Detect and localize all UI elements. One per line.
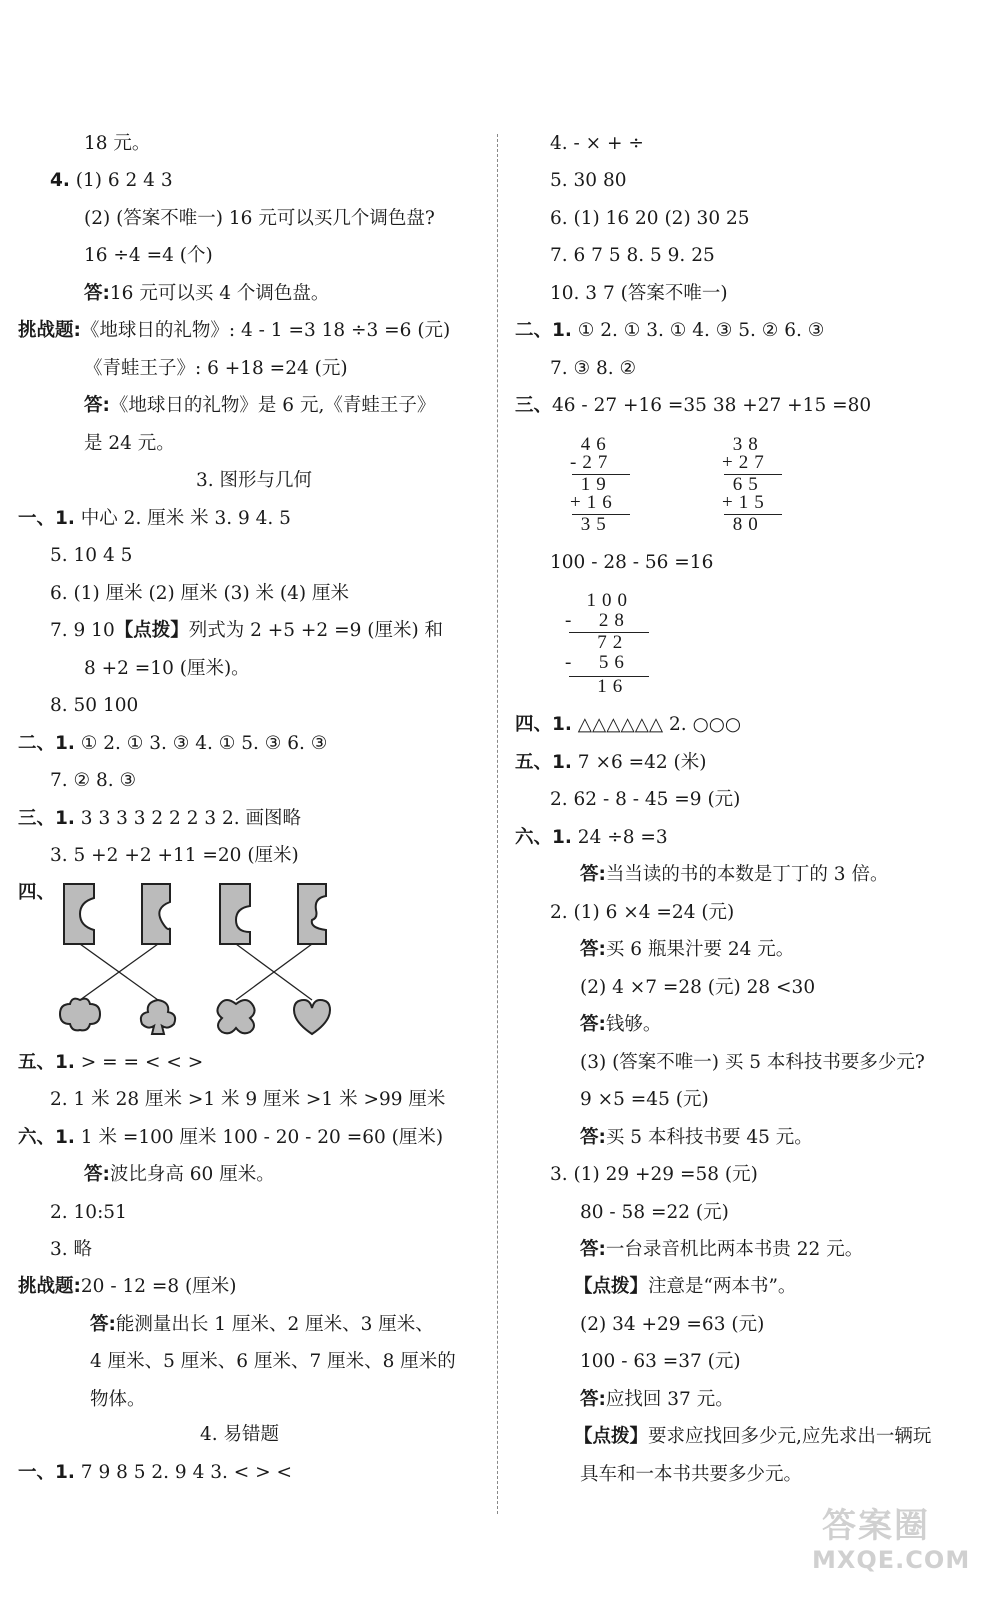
text: 应找回 37 元。	[605, 1389, 734, 1410]
text-line: 3. (1) 29 +29 =58 (元)	[550, 1164, 758, 1185]
text: 能测量出长 1 厘米、2 厘米、3 厘米、	[115, 1314, 434, 1335]
item-number: 二、1.	[515, 320, 572, 341]
answer-label: 答:	[90, 1314, 116, 1335]
column-divider	[497, 134, 498, 1514]
heart-shape	[294, 1000, 330, 1034]
text-line	[515, 712, 741, 738]
hint-label: 【点拨】	[574, 1276, 649, 1297]
text: 3 3 3 3 2 2 2 3 2. 画图略	[80, 808, 302, 829]
spade-shape	[141, 1000, 175, 1034]
answer-label: 答:	[84, 395, 110, 416]
text: 当当读的书的本数是丁丁的 3 倍。	[605, 864, 889, 885]
text-line	[580, 1012, 661, 1038]
calc-row: 65	[722, 474, 764, 495]
calc-row: - 56	[565, 652, 630, 673]
item-number: 三、1.	[18, 808, 75, 829]
shape-card-2	[142, 884, 170, 944]
text-line	[515, 825, 668, 851]
calc-row: +15	[722, 492, 770, 513]
calc-row: - 28	[565, 610, 630, 631]
item-number: 4.	[50, 170, 70, 191]
text-line	[515, 750, 706, 776]
text-line: 80 - 58 =22 (元)	[580, 1202, 729, 1223]
text-line	[574, 1274, 796, 1300]
shape-card-1	[64, 884, 94, 944]
item-number: 六、1.	[515, 827, 572, 848]
calc-row: 35	[570, 514, 612, 535]
text-line	[18, 318, 450, 344]
text: 20 - 12 =8 (厘米)	[80, 1276, 237, 1297]
text-line	[18, 1460, 292, 1486]
text-line	[18, 1125, 443, 1151]
text-line: 10. 3 7 (答案不唯一)	[550, 283, 728, 304]
text-line: 9 ×5 =45 (元)	[580, 1089, 709, 1110]
answer-label: 答:	[580, 1389, 606, 1410]
vertical-calc-2	[722, 434, 802, 538]
text-line: 16 ÷4 =4 (个)	[84, 245, 213, 266]
text-line: 3. 5 +2 +2 +11 =20 (厘米)	[50, 845, 299, 866]
text-line: (2) 4 ×7 =28 (元) 28 <30	[580, 977, 816, 998]
calc-row: 16	[565, 676, 629, 697]
text-line: 7. ③ 8. ②	[550, 358, 637, 379]
answer-label: 答:	[580, 1014, 606, 1035]
text-line	[50, 618, 443, 644]
text: 《地球日的礼物》: 4 - 1 =3 18 ÷3 =6 (元)	[80, 320, 451, 341]
text-line: 具车和一本书共要多少元。	[580, 1464, 803, 1485]
answer-label: 答:	[580, 1239, 606, 1260]
text: 1 米 =100 厘米 100 - 20 - 20 =60 (厘米)	[80, 1127, 444, 1148]
text-line: 5. 10 4 5	[50, 545, 133, 566]
text-line: 4 厘米、5 厘米、6 厘米、7 厘米、8 厘米的	[90, 1351, 456, 1372]
text-line	[18, 1274, 236, 1300]
text-line	[84, 393, 435, 419]
calc-row: 19	[570, 474, 612, 495]
text: 7. 9 10	[50, 620, 115, 641]
text-line: 8 +2 =10 (厘米)。	[84, 658, 250, 679]
text-line: 100 - 28 - 56 =16	[550, 552, 714, 573]
text: 16 元可以买 4 个调色盘。	[109, 283, 330, 304]
text-line: 《青蛙王子》: 6 +18 =24 (元)	[84, 358, 348, 379]
text: (1) 6 2 4 3	[75, 170, 173, 191]
clover-shape	[60, 999, 100, 1031]
text-line	[18, 731, 327, 757]
vertical-calc-1	[570, 434, 650, 538]
text-line	[574, 1424, 931, 1450]
text: 注意是“两本书”。	[648, 1276, 797, 1297]
answer-label: 答:	[84, 1164, 110, 1185]
trefoil-shape	[217, 1000, 254, 1033]
text: ① 2. ① 3. ① 4. ③ 5. ② 6. ③	[577, 320, 825, 341]
text-line	[50, 168, 173, 194]
text: 买 5 本科技书要 45 元。	[605, 1127, 813, 1148]
text-line: 2. 1 米 28 厘米 >1 米 9 厘米 >1 米 >99 厘米	[50, 1089, 446, 1110]
item-number: 六、1.	[18, 1127, 75, 1148]
answer-label: 答:	[580, 864, 606, 885]
challenge-label: 挑战题:	[18, 320, 81, 341]
section-title: 4. 易错题	[200, 1424, 280, 1445]
text-line: 5. 30 80	[550, 170, 627, 191]
text-line	[580, 1387, 734, 1413]
text: 7 ×6 =42 (米)	[577, 752, 707, 773]
item-number: 四、1.	[515, 714, 572, 735]
text: 买 6 瓶果汁要 24 元。	[605, 939, 795, 960]
matching-figure	[50, 872, 350, 1052]
text-line: 6. (1) 厘米 (2) 厘米 (3) 米 (4) 厘米	[50, 583, 350, 604]
item-number: 五、1.	[18, 1052, 75, 1073]
text-line	[84, 1162, 275, 1188]
text-line: 是 24 元。	[84, 433, 175, 454]
text-line: 物体。	[90, 1389, 146, 1410]
calc-row: 100	[565, 590, 633, 611]
text: 要求应找回多少元,应先求出一辆玩	[648, 1426, 932, 1447]
calc-row: 46	[570, 434, 612, 455]
text-line: 7. 6 7 5 8. 5 9. 25	[550, 245, 715, 266]
section-title: 3. 图形与几何	[196, 470, 313, 491]
calc-row: 72	[565, 632, 629, 653]
text: 24 ÷8 =3	[577, 827, 668, 848]
answer-label: 答:	[84, 283, 110, 304]
calc-row: +16	[570, 492, 618, 513]
calc-row: +27	[722, 452, 770, 473]
text-line: 8. 50 100	[50, 695, 139, 716]
text: 《地球日的礼物》是 6 元,《青蛙王子》	[109, 395, 436, 416]
answer-label: 答:	[580, 939, 606, 960]
text: 46 - 27 +16 =35 38 +27 +15 =80	[552, 395, 872, 416]
text-line: (2) (答案不唯一) 16 元可以买几个调色盘?	[84, 208, 435, 229]
text-line	[84, 281, 329, 307]
text-line: 100 - 63 =37 (元)	[580, 1351, 741, 1372]
text-line: (3) (答案不唯一) 买 5 本科技书要多少元?	[580, 1052, 925, 1073]
text-line	[580, 1237, 863, 1263]
text-line	[580, 862, 888, 888]
text-line	[515, 318, 824, 344]
item-number: 一、1.	[18, 508, 75, 529]
item-number: 二、1.	[18, 733, 75, 754]
text: 中心 2. 厘米 米 3. 9 4. 5	[80, 508, 291, 529]
text: > = = < < >	[80, 1052, 204, 1073]
answer-label: 答:	[580, 1127, 606, 1148]
text-line	[18, 806, 301, 832]
watermark-url: MXQE.COM	[812, 1546, 971, 1574]
text: 钱够。	[605, 1014, 662, 1035]
text: 7 9 8 5 2. 9 4 3. < > <	[80, 1462, 293, 1483]
text-line: 4. - × + ÷	[550, 133, 644, 154]
shape-card-3	[220, 884, 250, 944]
text-line	[580, 1125, 813, 1151]
text-line: (2) 34 +29 =63 (元)	[580, 1314, 765, 1335]
text-line	[90, 1312, 434, 1338]
text-line	[18, 506, 291, 532]
text-line	[515, 393, 871, 419]
item-number: 一、1.	[18, 1462, 75, 1483]
text-line: 6. (1) 16 20 (2) 30 25	[550, 208, 750, 229]
text-line: 2. (1) 6 ×4 =24 (元)	[550, 902, 735, 923]
item-number: 三、	[515, 395, 553, 416]
watermark-logo: 答案圈	[822, 1506, 930, 1546]
item-number: 四、	[18, 882, 56, 903]
text-line: 7. ② 8. ③	[50, 770, 137, 791]
text-line: 3. 略	[50, 1239, 93, 1260]
hint-label: 【点拨】	[114, 620, 189, 641]
text: 一台录音机比两本书贵 22 元。	[605, 1239, 864, 1260]
text-line: 2. 62 - 8 - 45 =9 (元)	[550, 789, 741, 810]
text-line: 2. 10:51	[50, 1202, 127, 1223]
calc-row: 38	[722, 434, 764, 455]
calc-row: -27	[570, 452, 614, 473]
text: △△△△△△ 2. ○○○	[577, 714, 741, 735]
hint-label: 【点拨】	[574, 1426, 649, 1447]
text-line	[18, 1050, 203, 1076]
text: ① 2. ① 3. ③ 4. ① 5. ③ 6. ③	[80, 733, 328, 754]
challenge-label: 挑战题:	[18, 1276, 81, 1297]
calc-row: 80	[722, 514, 764, 535]
text: 波比身高 60 厘米。	[109, 1164, 275, 1185]
text-line	[580, 937, 794, 963]
shape-card-4	[298, 884, 326, 944]
text-line: 18 元。	[84, 133, 151, 154]
item-number: 五、1.	[515, 752, 572, 773]
text: 列式为 2 +5 +2 =9 (厘米) 和	[188, 620, 444, 641]
vertical-calc-3	[565, 590, 675, 702]
